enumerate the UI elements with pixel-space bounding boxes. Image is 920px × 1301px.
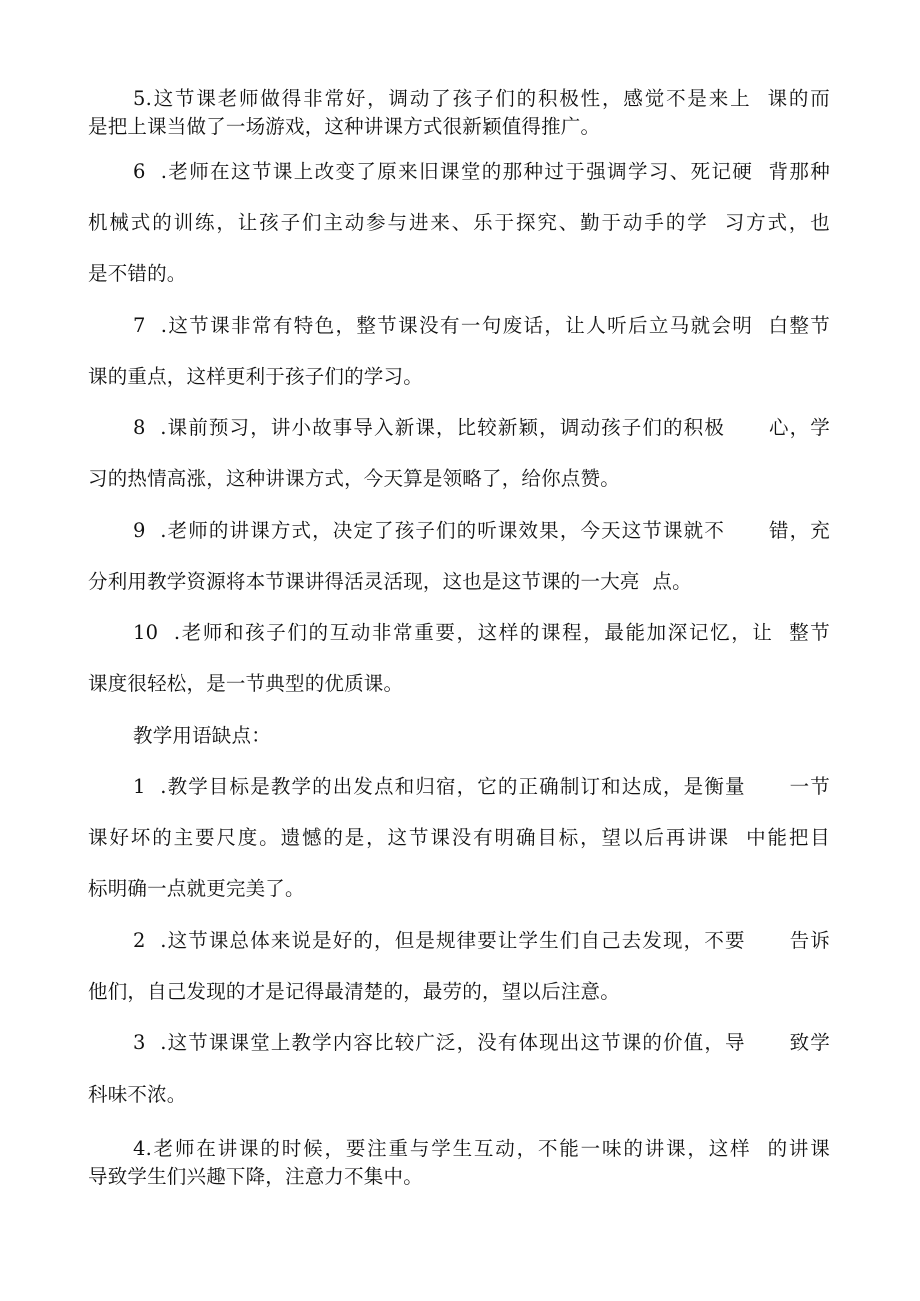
shortcoming-1-line-1: 1 .教学目标是教学的出发点和归宿，它的正确制订和达成，是衡量 一节 bbox=[133, 775, 830, 798]
paragraph-5-line-1: 5.这节课老师做得非常好，调动了孩子们的积极性，感觉不是来上 课的而 bbox=[133, 87, 830, 110]
shortcoming-4-line-1: 4.老师在讲课的时候，要注重与学生互动，不能一味的讲课，这样 的讲课 bbox=[133, 1137, 830, 1160]
paragraph-9-line-1: 9 .老师的讲课方式，决定了孩子们的听课效果，今天这节课就不 错，充 bbox=[133, 519, 830, 542]
paragraph-6-line-2: 机械式的训练，让孩子们主动参与进来、乐于探究、勤于动手的学 习方式，也 bbox=[88, 211, 830, 234]
paragraph-5-line-2: 是把上课当做了一场游戏，这种讲课方式很新颖值得推广。 bbox=[88, 115, 601, 138]
shortcoming-2-line-2: 他们，自己发现的才是记得最清楚的，最劳的，望以后注意。 bbox=[88, 980, 620, 1003]
paragraph-7-line-2: 课的重点，这样更利于孩子们的学习。 bbox=[88, 365, 423, 388]
paragraph-7-line-1: 7 .这节课非常有特色，整节课没有一句废话，让人听后立马就会明 白整节 bbox=[133, 314, 830, 337]
shortcoming-1-line-2: 课好坏的主要尺度。遗憾的是，这节课没有明确目标，望以后再讲课 中能把目 bbox=[88, 826, 830, 849]
paragraph-9-line-2: 分利用教学资源将本节课讲得活灵活现，这也是这节课的一大亮 点。 bbox=[88, 570, 692, 593]
section-heading-shortcomings: 教学用语缺点： bbox=[133, 724, 271, 747]
paragraph-6-line-3: 是不错的。 bbox=[88, 262, 187, 285]
paragraph-8-line-2: 习的热情高涨，这种讲课方式，今天算是领略了，给你点赞。 bbox=[88, 467, 620, 490]
paragraph-6-line-1: 6 .老师在这节课上改变了原来旧课堂的那种过于强调学习、死记硬 背那种 bbox=[133, 160, 830, 183]
paragraph-10-line-2: 课度很轻松，是一节典型的优质课。 bbox=[88, 672, 404, 695]
shortcoming-3-line-1: 3 .这节课课堂上教学内容比较广泛，没有体现出这节课的价值，导 致学 bbox=[133, 1031, 830, 1054]
shortcoming-4-line-2: 导致学生们兴趣下降，注意力不集中。 bbox=[88, 1165, 423, 1188]
shortcoming-2-line-1: 2 .这节课总体来说是好的，但是规律要让学生们自己去发现，不要 告诉 bbox=[133, 929, 830, 952]
shortcoming-3-line-2: 科味不浓。 bbox=[88, 1083, 187, 1106]
shortcoming-1-line-3: 标明确一点就更完美了。 bbox=[88, 877, 305, 900]
paragraph-8-line-1: 8 .课前预习，讲小故事导入新课，比较新颖，调动孩子们的积极 心，学 bbox=[133, 416, 830, 439]
paragraph-10-line-1: 10 .老师和孩子们的互动非常重要，这样的课程，最能加深记忆，让 整节 bbox=[133, 621, 830, 644]
